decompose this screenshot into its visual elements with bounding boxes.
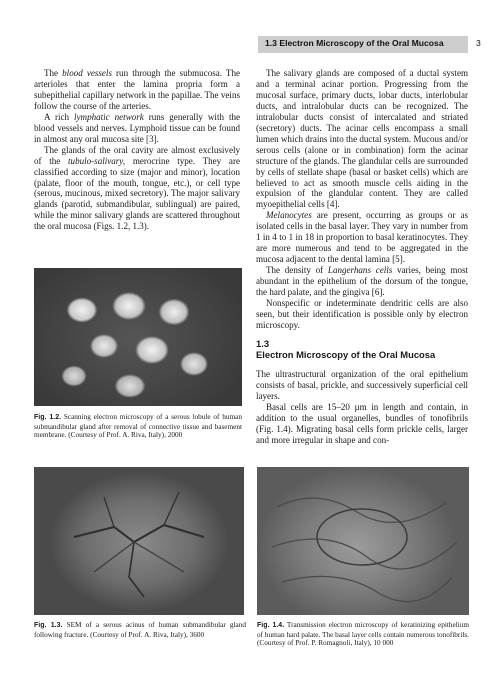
page-number: 3 (476, 38, 481, 48)
paragraph-salivary-glands: The salivary glands are composed of a ductal system and a terminal acinar portion. Progressing from the mucosal surface, primary ducts, lobar ducts, interlobular ducts, and intralobular ducts can be recognized. The intralobular ducts consist of intercalated and striated (secretory) ducts. The acinar cells encompass a small lumen which drains into the ductal system. Mucous and/or serous cells (alone or in combination) form the acinar structure of the glands. The glandular cells are surrounded by cells of stellate shape (basal or basket cells) which are believed to act as smooth muscle cells aiding in the expulsion of the glandular content. They are called myoepithelial cells [4]. (256, 68, 468, 210)
section-number: 1.3 (256, 337, 270, 349)
paragraph-blood-vessels: The blood vessels run through the submucosa. The arterioles that enter the lamina propria form a subepithelial capillary network in the papillae. The veins follow the course of the arteries. (34, 68, 240, 111)
figure-1-2-caption: Fig. 1.2. Scanning electron microscopy of a serous lobule of human submandibular gland after removal of connective tissue and basement membrane. (Courtesy of Prof. A. Riva, Italy), 2000 (34, 413, 242, 440)
section-heading: Electron Microscopy of the Oral Mucosa (256, 348, 436, 360)
paragraph-lymphatic: A rich lymphatic network runs generally with the blood vessels and nerves. Lymphoid tissue can be found in almost any oral mucosa site [3]. (34, 111, 240, 144)
paragraph-melanocytes: Melanocytes are present, occurring as groups or as isolated cells in the basal layer. They vary in number from 1 in 4 to 1 in 18 in proportion to basal keratinocytes. They are more numerous and tend to be aggregated in the mucosa adjacent to the dental lamina [5]. (256, 210, 468, 265)
figure-1-2-label: Fig. 1.2. (34, 414, 62, 421)
term-langerhans-cells: Langerhans cells (327, 265, 393, 276)
paragraph-langerhans: The density of Langerhans cells varies, being most abundant in the epithelium of the dorsum of the tongue, the hard palate, and the gingiva [6]. (256, 265, 469, 298)
figure-1-4-tem-image (257, 467, 469, 615)
paragraph-glands: The glands of the oral cavity are almost exclusively of the tubulo-salivary, merocrine type. They are classified according to size (major and minor), location (palate, floor of the mouth, tongue, etc.), or cell type (serous, mucinous, mixed secretory). The major salivary glands (parotid, submandibular, sublingual) are paired, while the minor salivary glands are scattered throughout the oral mucosa (Figs. 1.2, 1.3). (34, 144, 240, 232)
term-blood-vessels: blood vessels (62, 68, 112, 78)
figure-1-2-sem-image (34, 268, 242, 406)
running-header-title: 1.3 Electron Microscopy of the Oral Mucosa (265, 38, 444, 48)
figure-1-4-caption: Fig. 1.4. Transmission electron microscopy of keratinizing epithelium of human hard palate. The basal layer cells contain numerous tonofibrils. (Courtesy of Prof. P. Romagnoli, Italy), 10 000 (257, 621, 470, 648)
paragraph-ultrastructure: The ultrastructural organization of the oral epithelium consists of basal, prickle, and successively superficial cell layers. (256, 368, 468, 401)
figure-1-3-label: Fig. 1.3. (34, 622, 63, 629)
figure-1-4-label: Fig. 1.4. (257, 622, 285, 629)
left-text-column (34, 68, 240, 232)
figure-1-3-caption: Fig. 1.3. SEM of a serous acinus of human submandibular gland following fracture. (Courtesy of Prof. A. Riva, Italy), 3600 (34, 621, 246, 639)
tonofibril-texture-graphic (257, 467, 469, 615)
fracture-lines-graphic (34, 467, 244, 615)
figure-1-3-sem-image (34, 467, 244, 615)
right-text-column (256, 68, 468, 446)
term-lymphatic-network: lymphatic network (74, 111, 144, 122)
paragraph-dendritic: Nonspecific or indeterminate dendritic cells are also seen, but their identification is possible only by electron microscopy. (256, 298, 468, 330)
term-tubulo-salivary: tubulo-salivary, (68, 155, 126, 166)
paragraph-basal-cells: Basal cells are 15–20 µm in length and contain, in addition to the usual organelles, bundles of tonofibrils (Fig. 1.4). Migrating basal cells form prickle cells, larger and more irregular in shape and con- (256, 401, 468, 445)
term-melanocytes: Melanocytes (266, 210, 312, 221)
